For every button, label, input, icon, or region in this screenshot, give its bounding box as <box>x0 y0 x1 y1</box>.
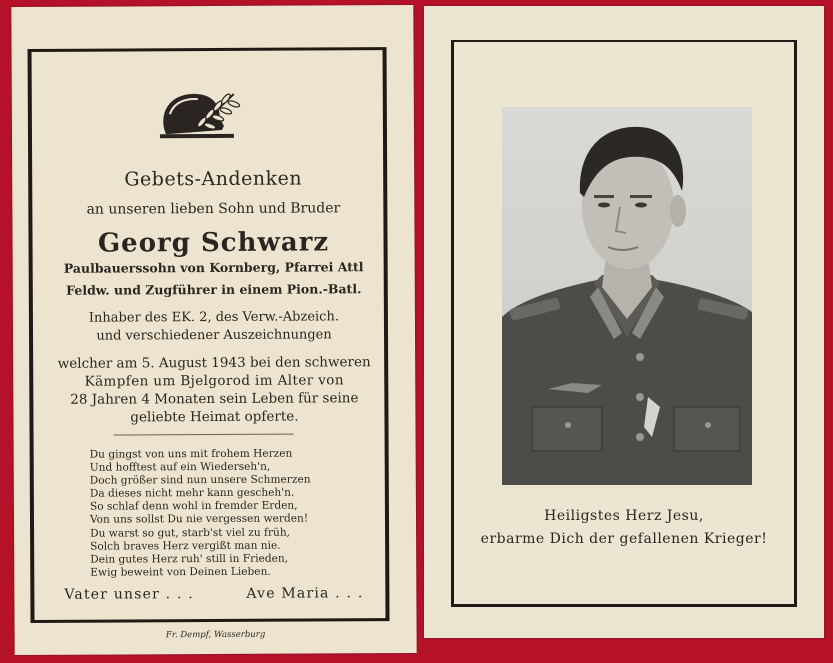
death-text-line-4: geliebte Heimat opferte. <box>130 408 299 426</box>
death-text-line-2: Kämpfen um Bjelgorod im Alter von <box>84 372 344 390</box>
caption-line-1: Heiligstes Herz Jesu, <box>544 508 704 524</box>
poem-line: So schlaf denn wohl in fremder Erden, <box>89 499 298 514</box>
card-subtitle: an unseren lieben Sohn und Bruder <box>86 200 341 218</box>
prayer-ave-maria: Ave Maria . . . <box>246 585 364 602</box>
caption-line-2: erbarme Dich der gefallenen Krieger! <box>480 531 768 547</box>
poem-line: Ewig beweint von Deinen Lieben. <box>90 565 271 579</box>
poem-line: Von uns sollst Du nie vergessen werden! <box>89 512 309 527</box>
poem-line: Du gingst von uns mit frohem Herzen <box>89 447 293 461</box>
helmet-laurel-icon <box>150 84 246 147</box>
death-text-line-1: welcher am 5. August 1943 bei den schweren <box>57 354 371 372</box>
printer-imprint: Fr. Dempf, Wasserburg <box>165 629 266 641</box>
rank-line: Feldw. und Zugführer in einem Pion.-Batl. <box>66 281 362 298</box>
poem-line: Dein gutes Herz ruh' still in Frieden, <box>90 552 289 566</box>
poem <box>90 447 311 579</box>
poem-line: Solch braves Herz vergißt man nie. <box>90 539 281 553</box>
death-text-line-3: 28 Jahren 4 Monaten sein Leben für seine <box>70 390 359 408</box>
memorial-card-front <box>11 5 416 655</box>
awards-line-1: Inhaber des EK. 2, des Verw.-Abzeich. <box>88 309 339 326</box>
portrait-illustration <box>502 107 752 485</box>
memorial-card-back <box>424 6 824 638</box>
poem-line: Und hofftest auf ein Wiederseh'n, <box>89 460 271 474</box>
origin-line: Paulbauerssohn von Kornberg, Pfarrei Attl <box>63 259 364 276</box>
soldier-portrait-photo <box>502 107 752 485</box>
poem-line: Doch größer sind nun unsere Schmerzen <box>89 473 311 487</box>
card-title: Gebets-Andenken <box>124 167 303 191</box>
poem-line: Da dieses nicht mehr kann gescheh'n. <box>89 486 295 500</box>
prayer-vater-unser: Vater unser . . . <box>64 586 194 603</box>
poem-line: Du warst so gut, starb'st viel zu früh, <box>90 526 291 540</box>
awards-line-2: und verschiedener Auszeichnungen <box>96 327 332 344</box>
deceased-name: Georg Schwarz <box>97 227 330 259</box>
